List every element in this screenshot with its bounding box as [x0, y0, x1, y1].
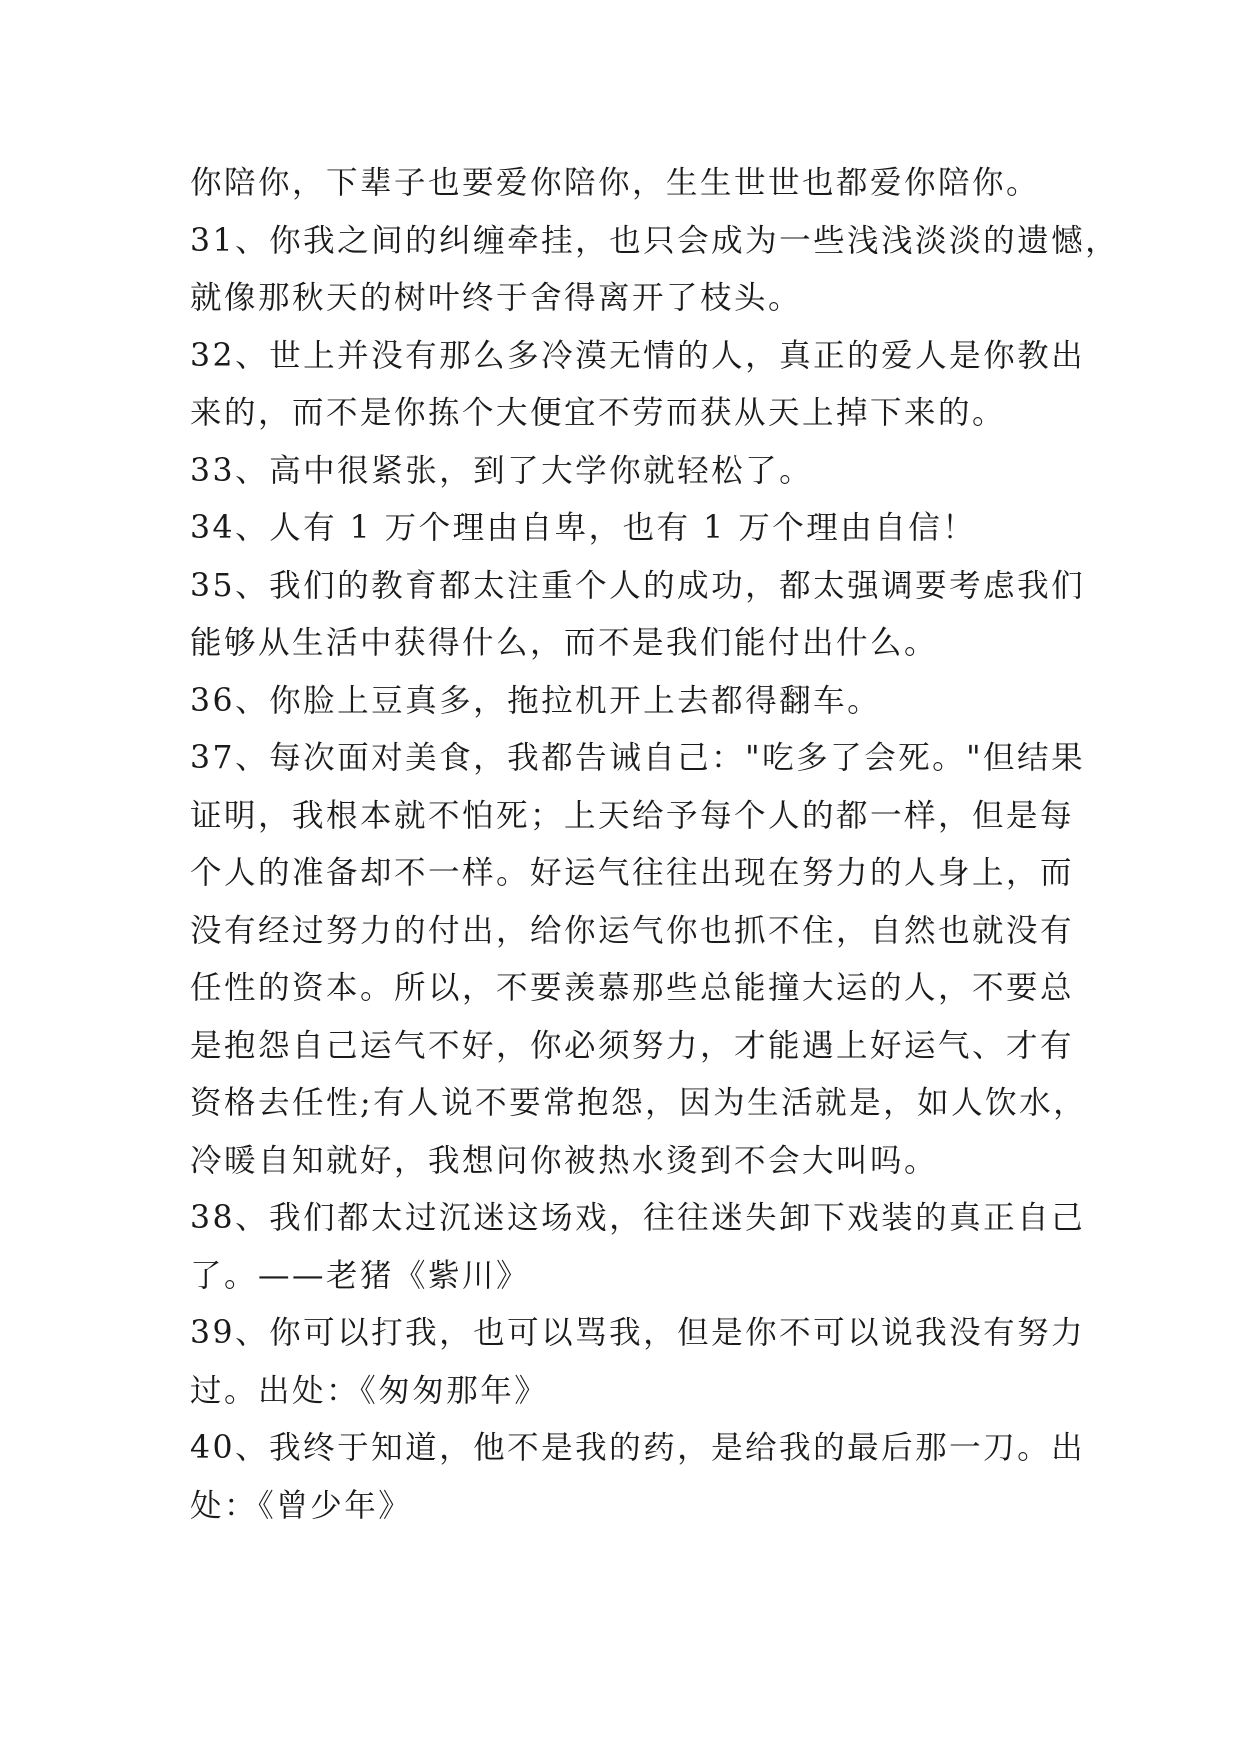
text-line: 40、我终于知道，他不是我的药，是给我的最后那一刀。出	[190, 1430, 1086, 1466]
text-line: 没有经过努力的付出，给你运气你也抓不住，自然也就没有	[190, 912, 1075, 949]
text-line: 39、你可以打我，也可以骂我，但是你不可以说我没有努力	[190, 1315, 1086, 1351]
text-line: 能够从生活中获得什么，而不是我们能付出什么。	[190, 625, 939, 661]
text-line: 资格去任性;有人说不要常抱怨，因为生活就是，如人饮水，	[190, 1085, 1088, 1121]
text-line: 证明，我根本就不怕死；上天给予每个人的都一样，但是每	[190, 797, 1075, 834]
text-line: 32、世上并没有那么多冷漠无情的人，真正的爱人是你教出	[190, 337, 1086, 374]
text-line: 33、高中很紧张，到了大学你就轻松了。	[190, 452, 814, 489]
text-line: 是抱怨自己运气不好，你必须努力，才能遇上好运气、才有	[190, 1027, 1075, 1064]
text-line: 你陪你，下辈子也要爱你陪你，生生世世也都爱你陪你。	[190, 165, 1041, 201]
text-line: 38、我们都太过沉迷这场戏，往往迷失卸下戏装的真正自己	[190, 1200, 1086, 1236]
text-line: 了。——老猪《紫川》	[190, 1257, 531, 1294]
text-line: 任性的资本。所以，不要羡慕那些总能撞大运的人，不要总	[190, 970, 1075, 1006]
text-line: 34、人有 1 万个理由自卑，也有 1 万个理由自信！	[190, 510, 977, 546]
text-line: 过。出处：《匆匆那年》	[190, 1372, 549, 1409]
text-line: 冷暖自知就好，我想问你被热水烫到不会大叫吗。	[190, 1142, 939, 1179]
text-line: 处：《曾少年》	[190, 1487, 413, 1524]
text-line: 就像那秋天的树叶终于舍得离开了枝头。	[190, 280, 803, 316]
text-line: 37、每次面对美食，我都告诫自己："吃多了会死。"但结果	[190, 740, 1086, 776]
text-line: 来的，而不是你拣个大便宜不劳而获从天上掉下来的。	[190, 395, 1007, 431]
text-line: 36、你脸上豆真多，拖拉机开上去都得翻车。	[190, 682, 882, 719]
text-line: 31、你我之间的纠缠牵挂，也只会成为一些浅浅淡淡的遗憾，	[190, 222, 1120, 259]
body-text	[190, 155, 1120, 1535]
text-line: 个人的准备却不一样。好运气往往出现在努力的人身上，而	[190, 855, 1075, 891]
text-line: 35、我们的教育都太注重个人的成功，都太强调要考虑我们	[190, 567, 1086, 604]
